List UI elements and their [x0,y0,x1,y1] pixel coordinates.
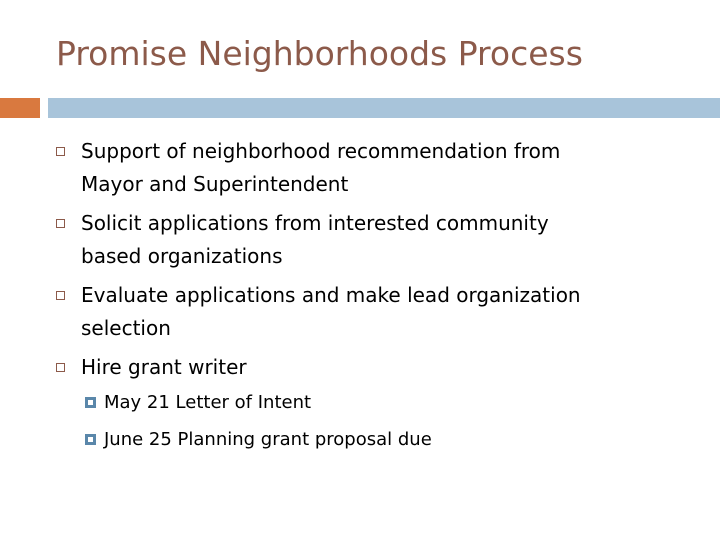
bullet-text-line: selection [81,316,171,340]
sub-bullet-item [56,386,696,419]
filled-square-icon [85,397,96,408]
sub-bullet-text: June 25 Planning grant proposal due [104,429,432,450]
bullet-item [56,207,696,273]
hollow-square-icon [56,219,65,228]
hollow-square-icon [56,147,65,156]
hollow-square-icon [56,363,65,372]
bullet-text-line: based organizations [81,244,283,268]
bullet-list [56,135,696,460]
sub-bullet-text: May 21 Letter of Intent [104,392,312,413]
hollow-square-icon [56,291,65,300]
filled-square-icon [85,434,96,445]
bullet-item [56,135,696,201]
bullet-item [56,351,696,384]
bullet-text-line: Evaluate applications and make lead organization [81,283,581,307]
bullet-text-line: Mayor and Superintendent [81,172,349,196]
accent-bar-blue [48,98,720,118]
sub-bullet-item [56,423,696,456]
bullet-text-line: Solicit applications from interested community [81,211,549,235]
bullet-text-line: Hire grant writer [81,355,247,379]
slide-title: Promise Neighborhoods Process [56,34,583,73]
bullet-item [56,279,696,345]
bullet-text-line: Support of neighborhood recommendation from [81,139,561,163]
accent-bar-orange [0,98,40,118]
